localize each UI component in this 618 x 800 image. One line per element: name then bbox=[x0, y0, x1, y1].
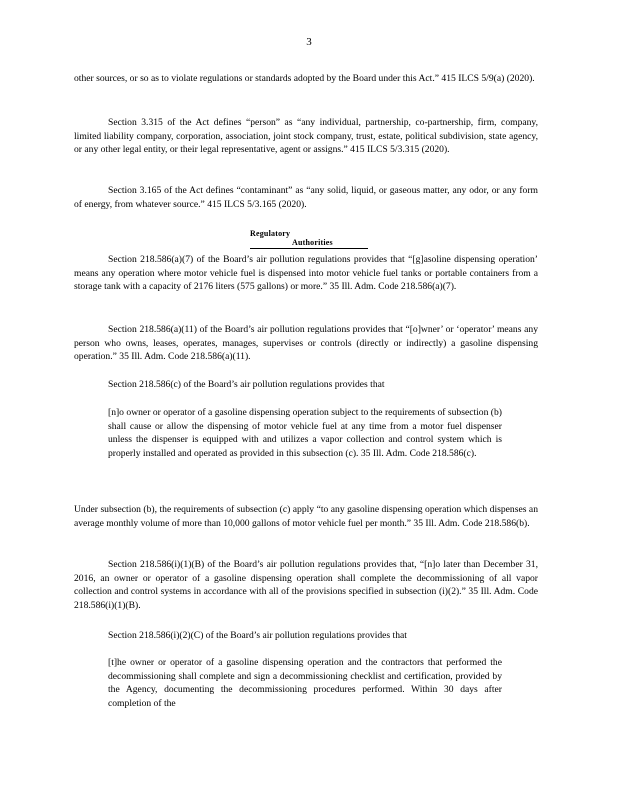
paragraph-subsection-b: Under subsection (b), the requirements of subsection (c) apply “to any gasoline dispensing operation which dispenses an average monthly volume of more than 10,000 gallons of motor vehicle fuel per month.” 35 Ill. Adm. Code 218.586(b). bbox=[74, 504, 538, 529]
paragraph-section-c-intro: Section 218.586(c) of the Board’s air pollution regulations provides that bbox=[108, 379, 385, 390]
heading-word-1: Regulatory bbox=[250, 229, 291, 238]
paragraph-contaminant-definition: Section 3.165 of the Act defines “contaminant” as “any solid, liquid, or gaseous matter, any odor, or any form of energy, from whatever source.” 415 ILCS 5/3.165 (2020). bbox=[74, 185, 538, 210]
paragraph-person-definition: Section 3.315 of the Act defines “person” as “any individual, partnership, co-partnership, firm, company, limited liability company, corporation, association, joint stock company, trust, estate, political subdivision, state agency, or any other legal entity, or their legal representative, agent or assigns.” 415 ILCS 5/3.315 (2020). bbox=[74, 117, 538, 156]
paragraph-decommissioning-deadline: Section 218.586(i)(1)(B) of the Board’s air pollution regulations provides that, “[n]o later than December 31, 2016, an owner or operator of a gasoline dispensing operation shall complete the decommissioning of all vapor collection and control systems in accordance with all of the provisions specified in subsection (i)(2).” 35 Ill. Adm. Code 218.586(i)(1)(B). bbox=[74, 559, 538, 611]
block-quote-section-c: [n]o owner or operator of a gasoline dispensing operation subject to the requirements of subsection (b) shall cause or allow the dispensing of motor vehicle fuel at any time from a motor fuel dispenser unless the dispenser is equipped with and utilizes a vapor collection and control system which is properly installed and operated as provided in this subsection (c). 35 Ill. Adm. Code 218.586(c). bbox=[108, 407, 502, 459]
block-quote-section-i2c: [t]he owner or operator of a gasoline dispensing operation and the contractors that performed the decommissioning shall complete and sign a decommissioning checklist and certification, provided by the Agency, documenting the decommissioning procedures performed. Within 30 days after completion of the bbox=[108, 657, 502, 709]
paragraph-section-i2c-intro: Section 218.586(i)(2)(C) of the Board’s air pollution regulations provides that bbox=[108, 630, 407, 641]
paragraph-dispensing-operation: Section 218.586(a)(7) of the Board’s air pollution regulations provides that “[g]asoline dispensing operation’ means any operation where motor vehicle fuel is dispensed into motor vehicle fuel tanks or portable containers from a storage tank with a capacity of 2176 liters (575 gallons) or more.” 35 Ill. Adm. Code 218.586(a)(7). bbox=[74, 254, 538, 293]
paragraph-owner-operator: Section 218.586(a)(11) of the Board’s air pollution regulations provides that “[o]wner’ or ‘operator’ means any person who owns, leases, operates, manages, supervises or controls (directly or indirectly) a gasoline dispensing operation.” 35 Ill. Adm. Code 218.586(a)(11). bbox=[74, 324, 538, 363]
section-heading bbox=[250, 229, 368, 249]
paragraph-act-sources: other sources, or so as to violate regulations or standards adopted by the Board under this Act.” 415 ILCS 5/9(a) (2020). bbox=[74, 73, 535, 84]
heading-word-2: Authorities bbox=[292, 238, 333, 247]
page-number: 3 bbox=[306, 36, 312, 48]
